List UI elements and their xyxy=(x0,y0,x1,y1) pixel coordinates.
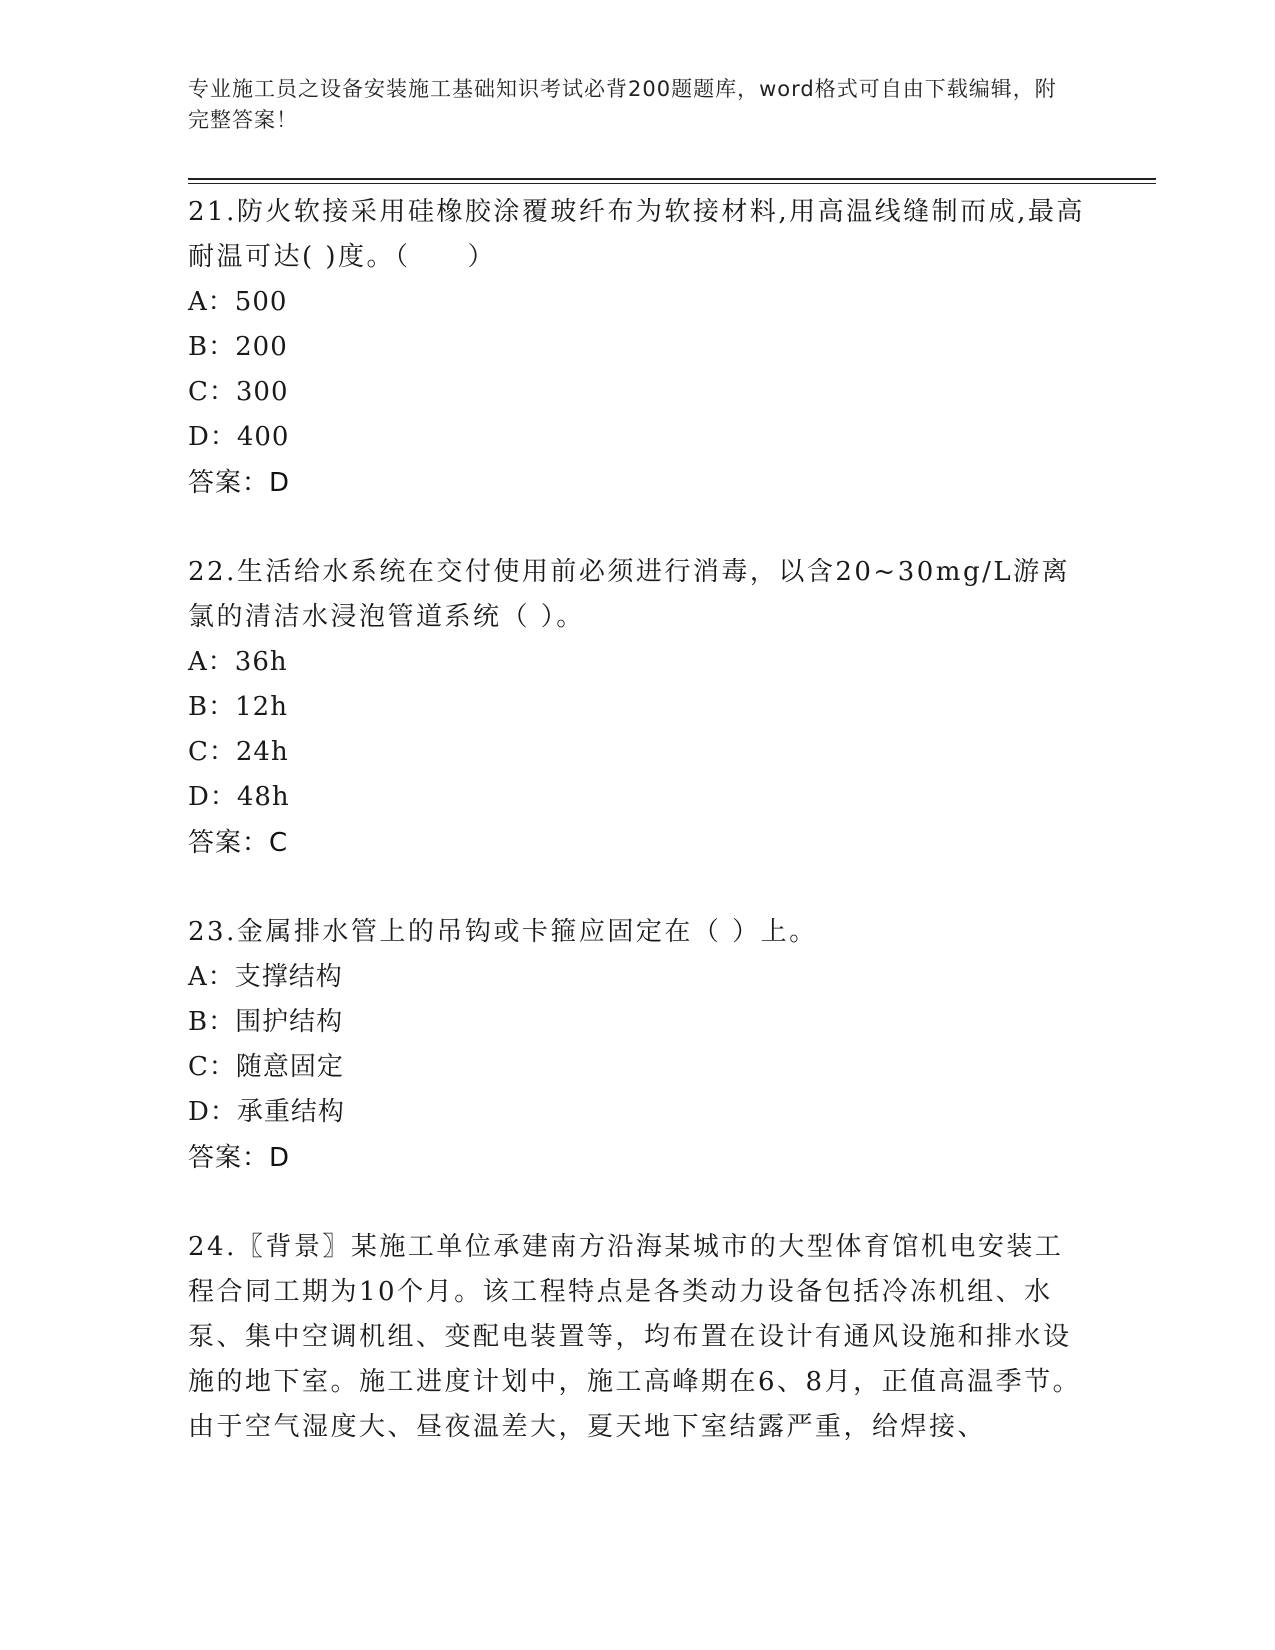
option-d: D：48h xyxy=(188,782,290,812)
question-spacer xyxy=(188,506,1088,550)
question-stem: 21.防火软接采用硅橡胶涂覆玻纤布为软接材料,用高温线缝制而成,最高耐温可达( )度。（ ） xyxy=(188,197,1085,272)
option-c: C：随意固定 xyxy=(188,1052,344,1082)
document-header: 专业施工员之设备安装施工基础知识考试必背200题题库，word格式可自由下载编辑，附完整答案！ xyxy=(188,77,1057,132)
option-c: C：300 xyxy=(188,377,289,407)
questions-content xyxy=(188,190,1088,1450)
question-spacer xyxy=(188,1181,1088,1225)
option-a: A：500 xyxy=(188,287,288,317)
question-stem: 24.〖背景〗某施工单位承建南方沿海某城市的大型体育馆机电安装工程合同工期为10个月。该工程特点是各类动力设备包括冷冻机组、水泵、集中空调机组、变配电装置等，均布置在设计有通风设施和排水设施的地下室。施工进度计划中，施工高峰期在6、8月，正值高温季节。由于空气湿度大、昼夜温差大，夏天地下室结露严重，给焊接、 xyxy=(188,1232,1082,1442)
option-b: B：12h xyxy=(188,692,288,722)
question-22 xyxy=(188,550,1088,866)
question-stem: 23.金属排水管上的吊钩或卡箍应固定在（ ）上。 xyxy=(188,917,818,947)
answer-label: 答案：C xyxy=(188,828,289,858)
question-24 xyxy=(188,1225,1088,1450)
header-divider-thin xyxy=(188,183,1156,184)
option-d: D：400 xyxy=(188,422,290,452)
option-a: A：支撑结构 xyxy=(188,962,343,992)
option-a: A：36h xyxy=(188,647,288,677)
question-23 xyxy=(188,910,1088,1181)
option-b: B：200 xyxy=(188,332,288,362)
answer-label: 答案：D xyxy=(188,468,291,498)
question-spacer xyxy=(188,866,1088,910)
header-divider-thick xyxy=(188,178,1156,180)
question-stem: 22.生活给水系统在交付使用前必须进行消毒，以含20~30mg/L游离氯的清洁水浸泡管道系统（ ）。 xyxy=(188,557,1071,632)
question-21 xyxy=(188,190,1088,506)
option-b: B：围护结构 xyxy=(188,1007,344,1037)
option-c: C：24h xyxy=(188,737,289,767)
answer-label: 答案：D xyxy=(188,1143,291,1173)
option-d: D：承重结构 xyxy=(188,1097,345,1127)
